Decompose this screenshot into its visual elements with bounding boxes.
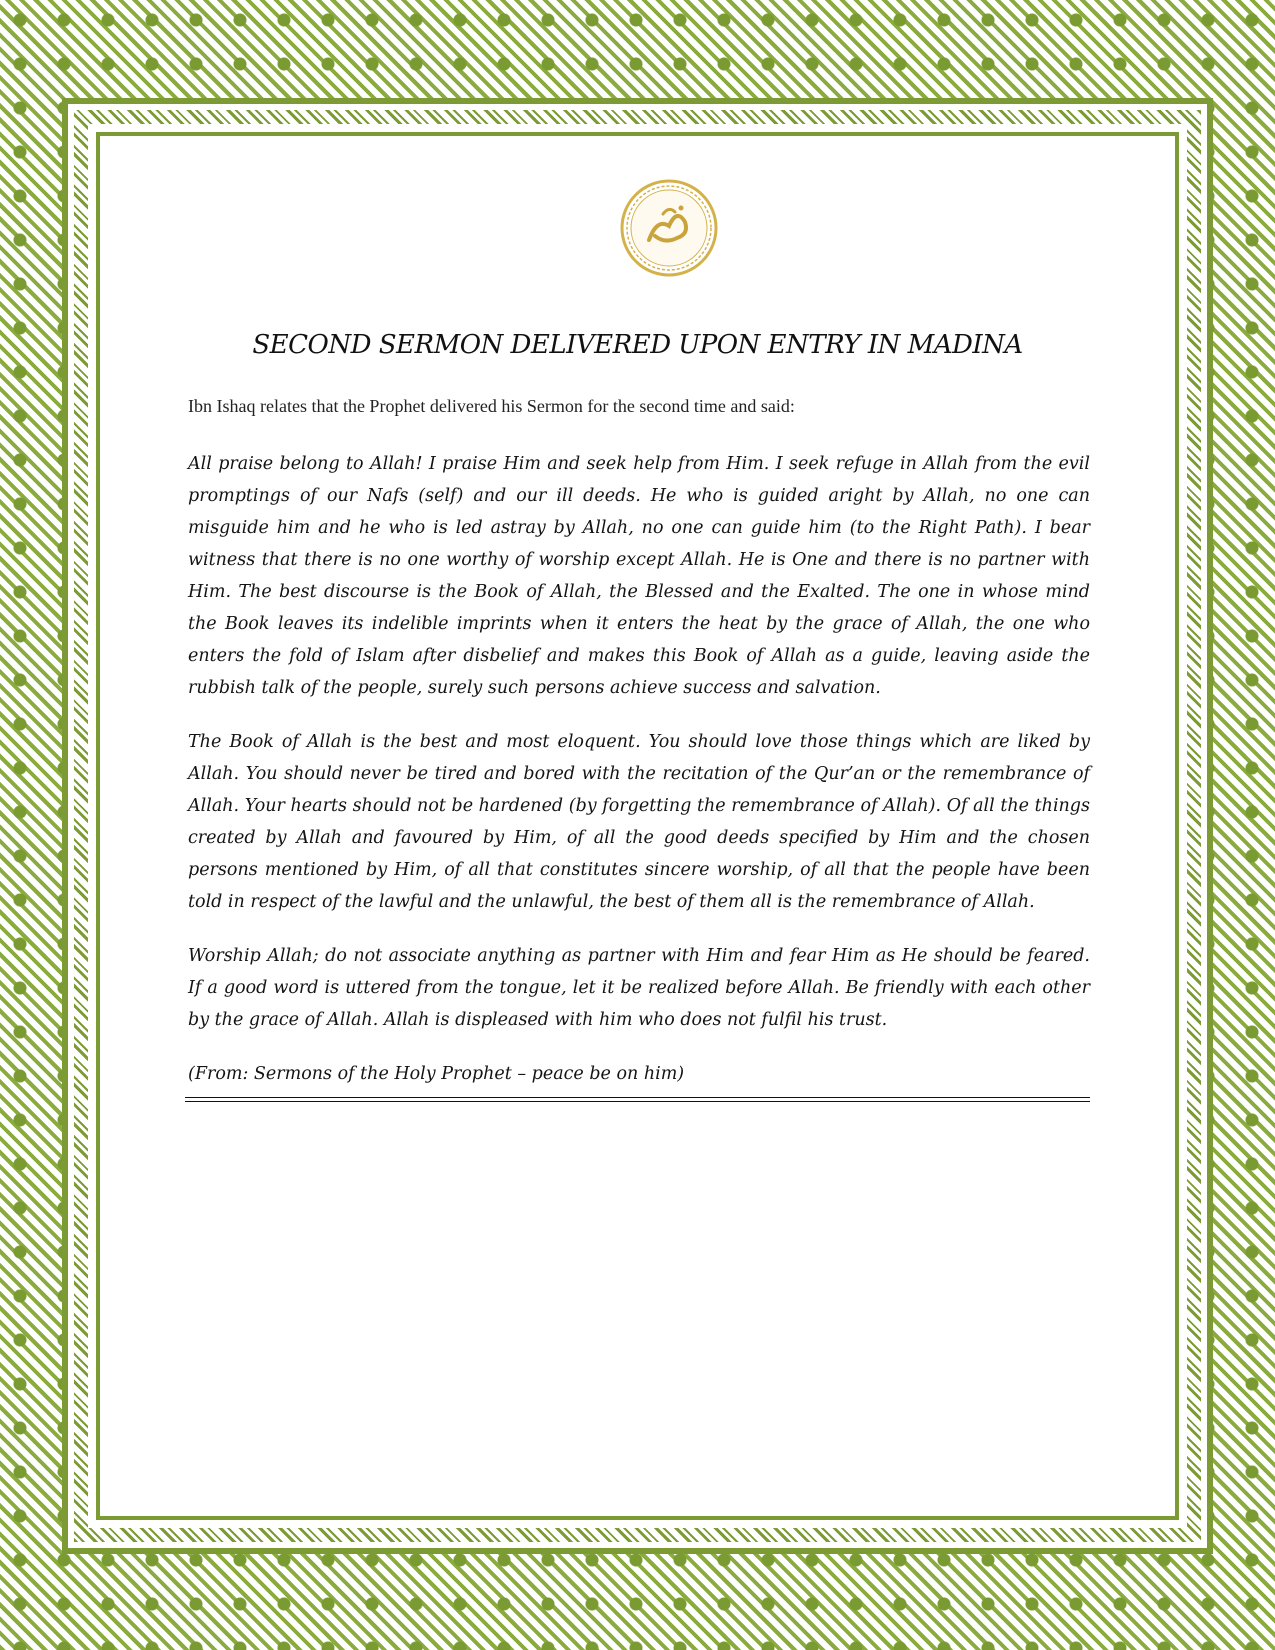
muhammad-calligraphy-seal-icon <box>619 178 719 278</box>
source-citation: (From: Sermons of the Holy Prophet – peace be on him) <box>188 1064 685 1084</box>
intro-text: Ibn Ishaq relates that the Prophet delivered his Sermon for the second time and said: <box>188 396 795 416</box>
page-title: SECOND SERMON DELIVERED UPON ENTRY IN MADINA <box>252 330 1023 360</box>
double-rule-divider <box>185 1097 1090 1102</box>
sermon-paragraph-1: All praise belong to Allah! I praise Him and seek help from Him. I seek refuge in Allah from the evil promptings of our Nafs (self) and our ill deeds. He who is guided aright by Allah, no one can misguide him and he who is led astray by Allah, no one can guide him (to the Right Path). I bear witness that there is no one worthy of worship except Allah. He is One and there is no partner with Him. The best discourse is the Book of Allah, the Blessed and the Exalted. The one in whose mind the Book leaves its indelible imprints when it enters the heat by the grace of Allah, the one who enters the fold of Islam after disbelief and makes this Book of Allah as a guide, leaving aside the rubbish talk of the people, surely such persons achieve success and salvation. <box>188 454 1090 698</box>
sermon-paragraph-3: Worship Allah; do not associate anything as partner with Him and fear Him as He should be feared. If a good word is uttered from the tongue, let it be realized before Allah. Be friendly with each other by the grace of Allah. Allah is displeased with him who does not fulfil his trust. <box>188 946 1090 1030</box>
sermon-paragraph-2: The Book of Allah is the best and most eloquent. You should love those things which are liked by Allah. You should never be tired and bored with the recitation of the Qur’an or the remembrance of Allah. Your hearts should not be hardened (by forgetting the remembrance of Allah). Of all the things created by Allah and favoured by Him, of all the good deeds specified by Him and the chosen persons mentioned by Him, of all that constitutes sincere worship, of all that the people have been told in respect of the lawful and the unlawful, the best of them all is the remembrance of Allah. <box>188 732 1090 912</box>
